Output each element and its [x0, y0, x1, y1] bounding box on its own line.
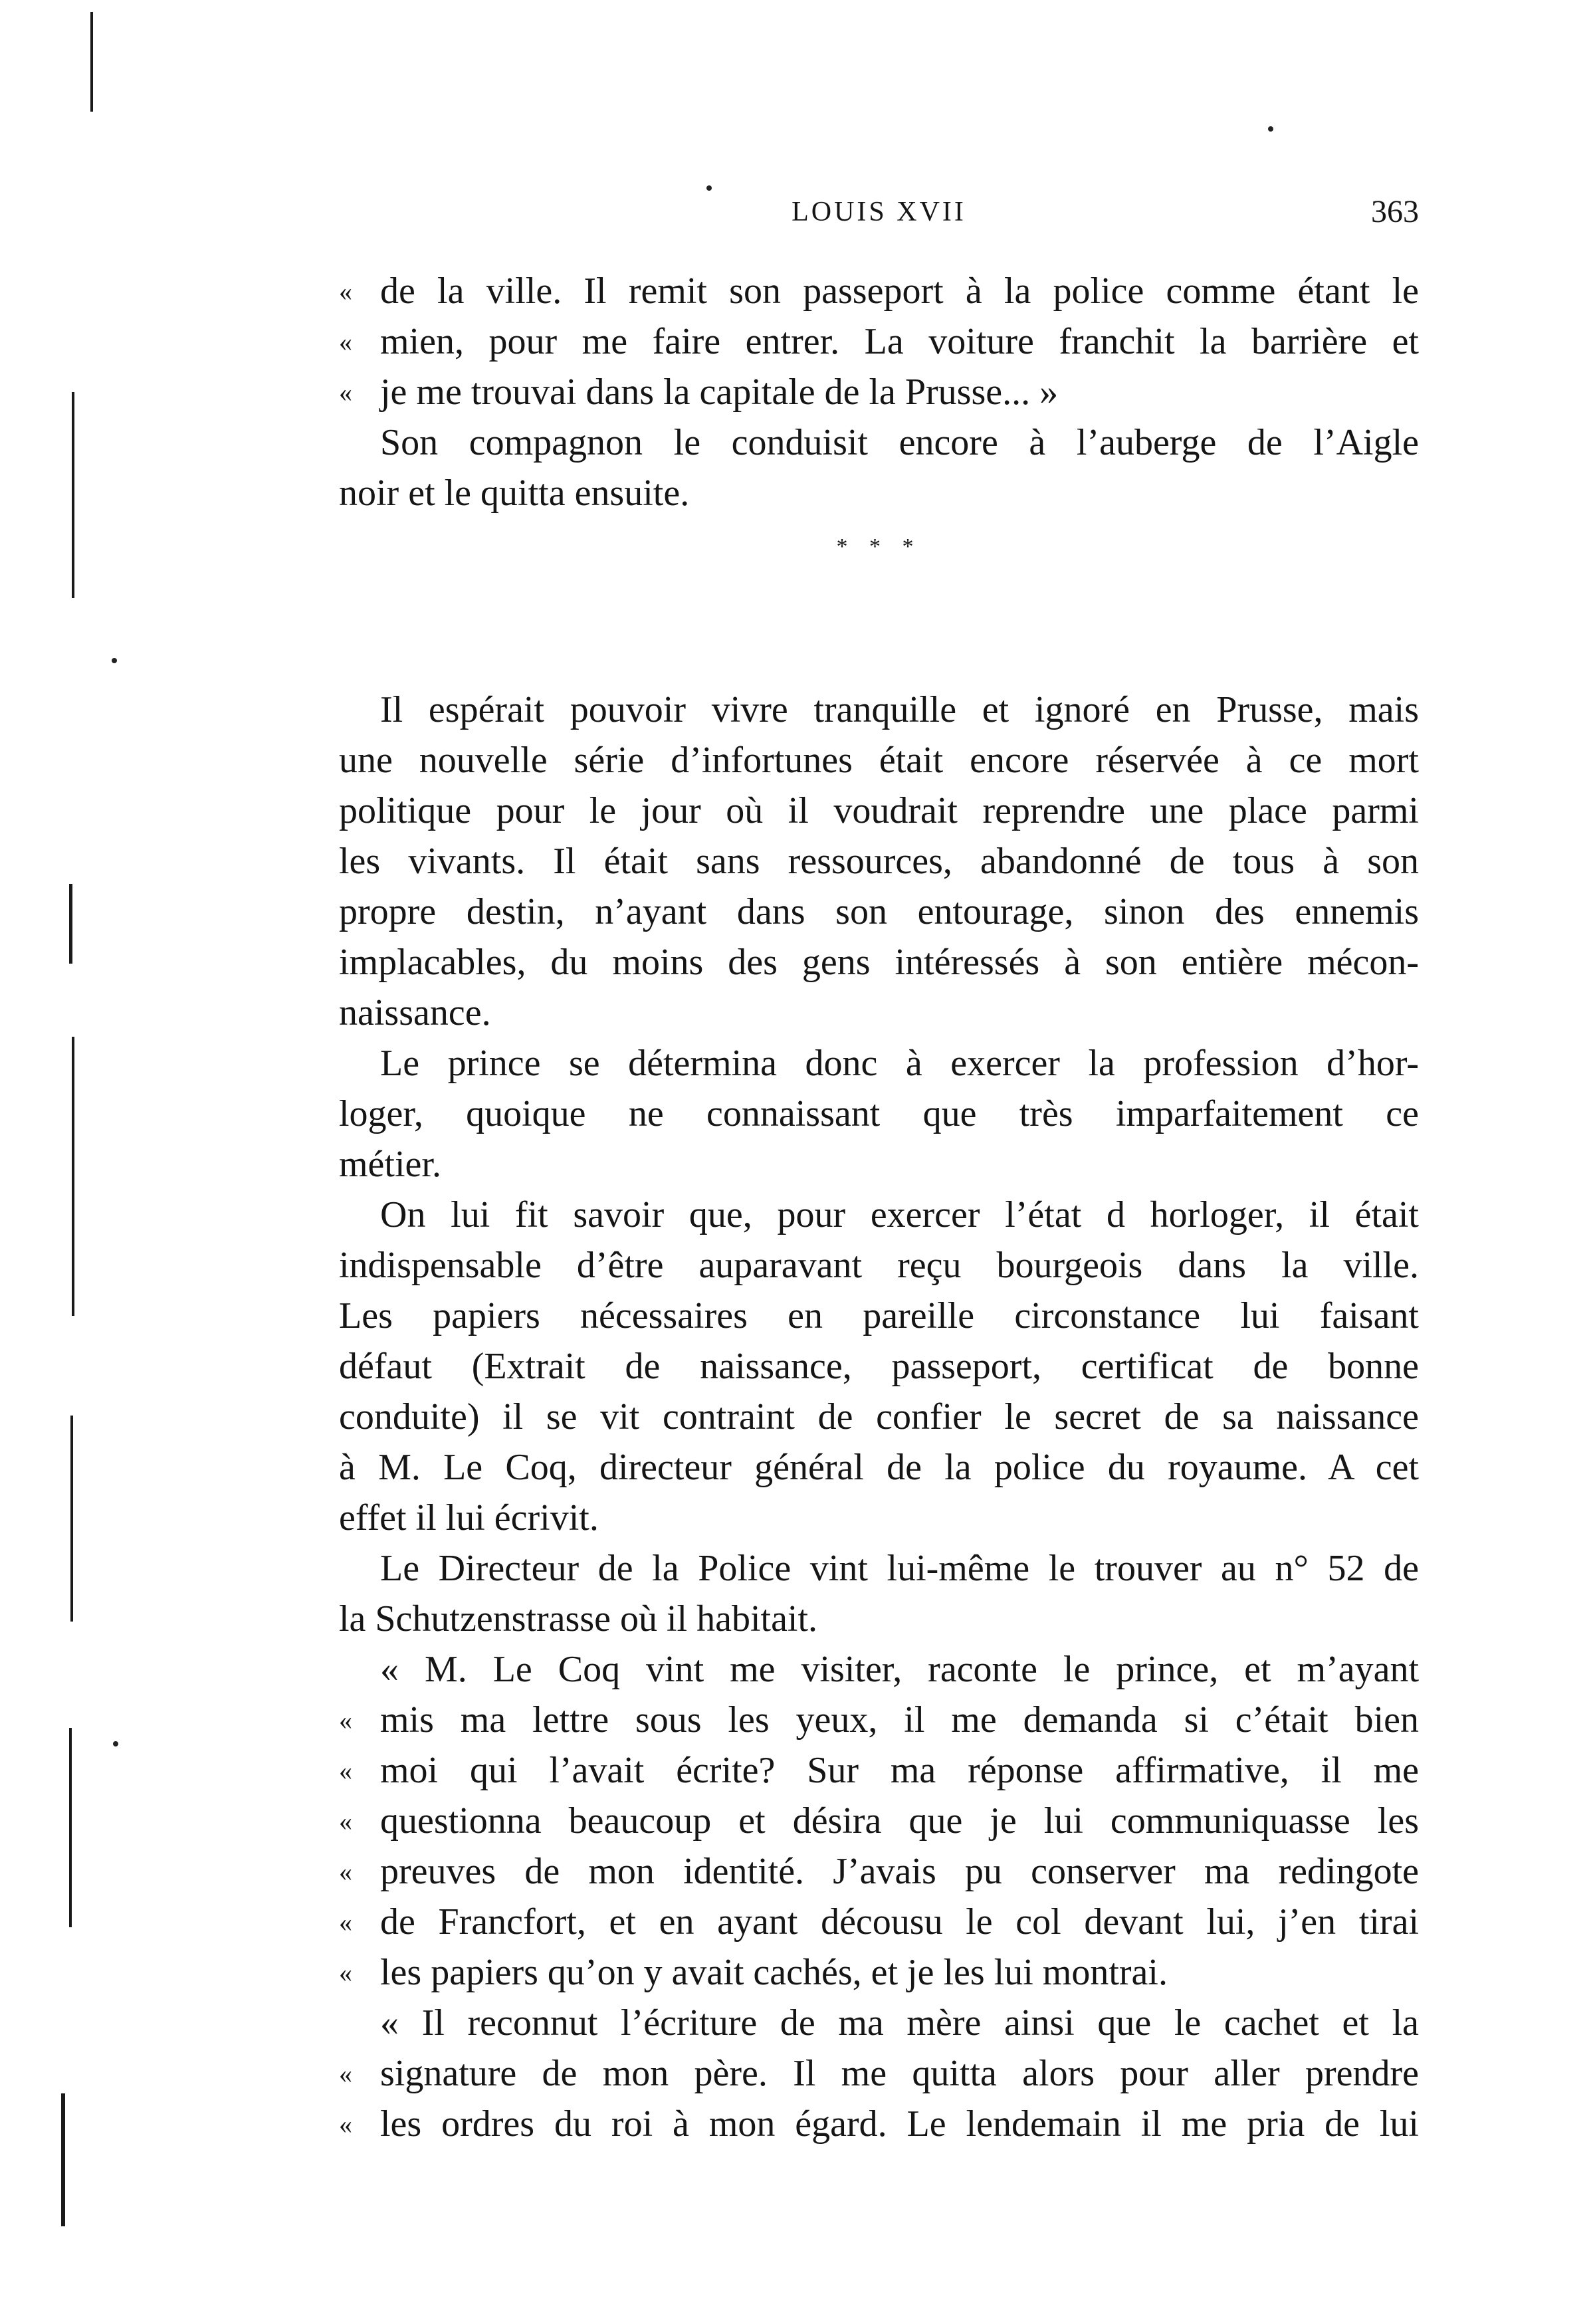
- text-line: [339, 1442, 1419, 1493]
- line-text: questionna beaucoup et désira que je lui communiquasse les: [380, 1800, 1419, 1842]
- quote-mark: «: [339, 2059, 352, 2089]
- line-text: effet il lui écrivit.: [339, 1497, 599, 1538]
- text-line: [339, 1644, 1419, 1695]
- text-line: [339, 1291, 1419, 1341]
- line-text: politique pour le jour où il voudrait reprendre une place parmi: [339, 790, 1419, 831]
- line-text: la Schutzenstrasse où il habitait.: [339, 1598, 818, 1639]
- text-line: [339, 735, 1419, 786]
- margin-scan-mark: [61, 2093, 65, 2226]
- quote-mark: «: [339, 2109, 352, 2139]
- quote-mark: «: [339, 1756, 352, 1786]
- text-line: [339, 937, 1419, 988]
- line-text: preuves de mon identité. J’avais pu conserver ma redingote: [380, 1851, 1419, 1892]
- line-text: propre destin, n’ayant dans son entourage, sinon des ennemis: [339, 891, 1419, 932]
- line-text: Les papiers nécessaires en pareille circonstance lui faisant: [339, 1295, 1419, 1336]
- margin-scan-mark: [69, 1728, 72, 1927]
- text-line: [339, 367, 1419, 417]
- text-line: [339, 988, 1419, 1038]
- text-line: [339, 786, 1419, 836]
- quote-mark: «: [339, 1907, 352, 1937]
- margin-scan-mark: [69, 884, 72, 964]
- text-line: [339, 685, 1419, 735]
- text-line: [339, 1089, 1419, 1139]
- text-line: [339, 1998, 1419, 2048]
- text-line: [339, 1695, 1419, 1745]
- text-line: [339, 316, 1419, 367]
- line-text: naissance.: [339, 992, 491, 1033]
- line-text: les vivants. Il était sans ressources, abandonné de tous à son: [339, 841, 1419, 882]
- text-line: [339, 1240, 1419, 1291]
- paragraph-group-2: [339, 685, 1419, 2149]
- text-line: [339, 1493, 1419, 1543]
- line-text: « M. Le Coq vint me visiter, raconte le prince, et m’ayant: [380, 1649, 1419, 1690]
- margin-scan-mark: [72, 1037, 74, 1316]
- asterism: [836, 534, 922, 559]
- line-text: métier.: [339, 1144, 441, 1185]
- line-text: je me trouvai dans la capitale de la Prusse... »: [380, 371, 1059, 413]
- text-line: [339, 2048, 1419, 2099]
- line-text: Son compagnon le conduisit encore à l’auberge de l’Aigle: [380, 422, 1419, 463]
- quote-mark: «: [339, 1857, 352, 1887]
- line-text: à M. Le Coq, directeur général de la police du royaume. A cet: [339, 1447, 1419, 1488]
- line-text: les ordres du roi à mon égard. Le lendemain il me pria de lui: [380, 2103, 1419, 2145]
- paragraph-group-1: [339, 266, 1419, 518]
- text-line: [339, 1846, 1419, 1897]
- line-text: conduite) il se vit contraint de confier le secret de sa naissance: [339, 1396, 1419, 1437]
- text-line: [339, 887, 1419, 937]
- line-text: implacables, du moins des gens intéressés à son entière mécon-: [339, 942, 1419, 983]
- text-line: [339, 1392, 1419, 1442]
- margin-scan-mark: [72, 392, 74, 598]
- quote-mark: «: [339, 1806, 352, 1836]
- body-text: [339, 266, 1419, 2149]
- page-header: [339, 189, 1419, 236]
- line-text: de Francfort, et en ayant décousu le col devant lui, j’en tirai: [380, 1901, 1419, 1943]
- text-line: [339, 1341, 1419, 1392]
- text-line: [339, 468, 1419, 518]
- line-text: mis ma lettre sous les yeux, il me demanda si c’était bien: [380, 1699, 1419, 1741]
- line-text: Le prince se détermina donc à exercer la profession d’hor-: [380, 1043, 1419, 1084]
- text-line: [339, 417, 1419, 468]
- margin-scan-dot: [113, 1741, 118, 1746]
- line-text: une nouvelle série d’infortunes était encore réservée à ce mort: [339, 740, 1419, 781]
- line-text: mien, pour me faire entrer. La voiture franchit la barrière et: [380, 321, 1419, 362]
- margin-scan-dot: [1268, 126, 1273, 132]
- page-number: 363: [1371, 194, 1419, 229]
- section-break: [339, 518, 1419, 685]
- running-title: LOUIS XVII: [792, 197, 966, 227]
- text-line: [339, 1796, 1419, 1846]
- margin-scan-mark: [70, 1416, 73, 1622]
- text-line: [339, 1745, 1419, 1796]
- line-text: de la ville. Il remit son passeport à la police comme étant le: [380, 270, 1419, 312]
- line-text: signature de mon père. Il me quitta alors pour aller prendre: [380, 2053, 1419, 2094]
- asterism-text: * * *: [836, 534, 922, 559]
- quote-mark: «: [339, 276, 352, 306]
- line-text: moi qui l’avait écrite? Sur ma réponse affirmative, il me: [380, 1750, 1419, 1791]
- line-text: Il espérait pouvoir vivre tranquille et ignoré en Prusse, mais: [380, 689, 1419, 730]
- text-line: [339, 836, 1419, 887]
- line-text: défaut (Extrait de naissance, passeport, certificat de bonne: [339, 1346, 1419, 1387]
- line-text: « Il reconnut l’écriture de ma mère ainsi que le cachet et la: [380, 2002, 1419, 2044]
- quote-mark: «: [339, 377, 352, 407]
- quote-mark: «: [339, 1958, 352, 1988]
- text-line: [339, 1190, 1419, 1240]
- line-text: les papiers qu’on y avait cachés, et je les lui montrai.: [380, 1952, 1168, 1993]
- text-line: [339, 1139, 1419, 1190]
- line-text: noir et le quitta ensuite.: [339, 473, 690, 514]
- line-text: indispensable d’être auparavant reçu bourgeois dans la ville.: [339, 1245, 1419, 1286]
- line-text: On lui fit savoir que, pour exercer l’état d horloger, il était: [380, 1194, 1419, 1235]
- quote-mark: «: [339, 1705, 352, 1735]
- text-line: [339, 266, 1419, 316]
- line-text: Le Directeur de la Police vint lui-même le trouver au n° 52 de: [380, 1548, 1419, 1589]
- text-line: [339, 1947, 1419, 1998]
- text-line: [339, 1897, 1419, 1947]
- margin-scan-mark: [90, 12, 93, 112]
- text-line: [339, 1543, 1419, 1594]
- line-text: loger, quoique ne connaissant que très imparfaitement ce: [339, 1093, 1419, 1134]
- text-line: [339, 1038, 1419, 1089]
- text-line: [339, 2099, 1419, 2149]
- quote-mark: «: [339, 327, 352, 357]
- text-line: [339, 1594, 1419, 1644]
- margin-scan-dot: [112, 658, 117, 663]
